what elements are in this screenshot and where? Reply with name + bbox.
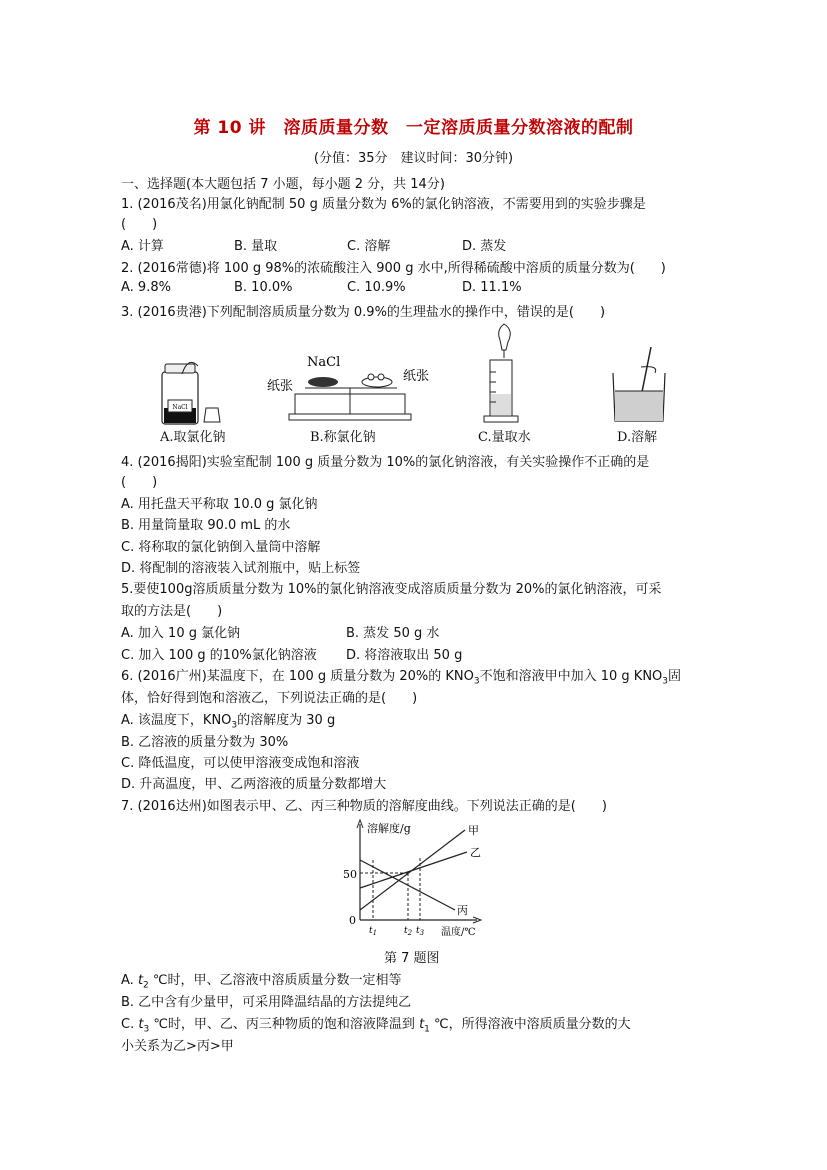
label-jia: 甲 bbox=[468, 824, 479, 837]
chart-origin-label: 0 bbox=[349, 914, 356, 927]
lesson-title: 第 10 讲 溶质质量分数 一定溶质质量分数溶液的配制 bbox=[193, 118, 634, 138]
measuring-cylinder-figure bbox=[476, 322, 526, 427]
q7-option-c-cont: 小关系为乙>丙>甲 bbox=[121, 1039, 234, 1054]
q1-option-b: B. 量取 bbox=[234, 239, 278, 254]
q2-stem: 2. (2016常德)将 100 g 98%的浓硫酸注入 900 g 水中,所得稀硫酸中溶质的质量分数为( ) bbox=[121, 261, 666, 276]
q6-stem-line1: 6. (2016广州)某温度下，在 100 g 质量分数为 20%的 $KNO_3$不饱和溶液甲中加入 10 g $KNO_3$固 bbox=[121, 669, 682, 687]
fig-d-caption: D.溶解 bbox=[617, 430, 658, 445]
t3-label: $t_3$ bbox=[416, 926, 425, 937]
q4-option-a: A. 用托盘天平称取 10.0 g 氯化钠 bbox=[121, 497, 318, 512]
q5-stem-line1: 5.要使100g溶质质量分数为 10%的氯化钠溶液变成溶质质量分数为 20%的氯化钠溶液，可采 bbox=[121, 582, 662, 597]
q6-option-d: D. 升高温度，甲、乙两溶液的质量分数都增大 bbox=[121, 777, 387, 792]
q2-option-d: D. 11.1% bbox=[462, 280, 522, 295]
section-heading: 一、选择题(本大题包括 7 小题，每小题 2 分，共 14分) bbox=[121, 177, 445, 192]
chart-xlabel: 温度/℃ bbox=[441, 927, 476, 938]
q5-option-b: B. 蒸发 50 g 水 bbox=[346, 626, 440, 641]
chart-y50-label: 50 bbox=[343, 868, 357, 881]
q2-option-a: A. 9.8% bbox=[121, 280, 171, 295]
q1-option-a: A. 计算 bbox=[121, 239, 164, 254]
fig-a-caption: A.取氯化钠 bbox=[160, 430, 226, 445]
chart-ylabel: 溶解度/g bbox=[367, 822, 411, 835]
fig-c-caption: C.量取水 bbox=[478, 430, 531, 445]
t2-label: $t_2$ bbox=[404, 926, 413, 937]
q2-option-b: B. 10.0% bbox=[234, 280, 293, 295]
q5-option-a: A. 加入 10 g 氯化钠 bbox=[121, 626, 241, 641]
q1-blank: ( ) bbox=[121, 217, 158, 232]
q1-option-c: C. 溶解 bbox=[347, 239, 391, 254]
score-time-info: (分值：35分 建议时间：30分钟) bbox=[313, 151, 514, 166]
q5-stem-line2: 取的方法是( ) bbox=[121, 604, 223, 619]
label-bing: 丙 bbox=[457, 904, 468, 917]
fig-b-caption: B.称氯化钠 bbox=[310, 430, 376, 445]
beaker-figure bbox=[605, 345, 675, 427]
q3-stem: 3. (2016贵港)下列配制溶质质量分数为 0.9%的生理盐水的操作中，错误的是( ) bbox=[121, 305, 606, 320]
q6-option-b: B. 乙溶液的质量分数为 30% bbox=[121, 735, 289, 750]
nacl-label: NaCl bbox=[307, 355, 341, 370]
q6-stem-line2: 体，恰好得到饱和溶液乙，下列说法正确的是( ) bbox=[121, 691, 418, 706]
q5-option-c: C. 加入 100 g 的10%氯化钠溶液 bbox=[121, 648, 317, 663]
label-yi: 乙 bbox=[470, 846, 481, 859]
q1-stem: 1. (2016茂名)用氯化钠配制 50 g 质量分数为 6%的氯化钠溶液，不需要用到的实验步骤是 bbox=[121, 197, 646, 212]
curve-bing bbox=[360, 860, 455, 910]
q7-figure-caption: 第 7 题图 bbox=[384, 951, 440, 966]
q6-option-a: A. 该温度下，$KNO_3$的溶解度为 30 g bbox=[121, 713, 336, 731]
q4-option-d: D. 将配制的溶液装入试剂瓶中，贴上标签 bbox=[121, 561, 361, 576]
q2-option-c: C. 10.9% bbox=[347, 280, 406, 295]
paper-label-right: 纸张 bbox=[403, 369, 430, 384]
paper-label-left: 纸张 bbox=[267, 379, 294, 394]
q4-blank: ( ) bbox=[121, 475, 158, 490]
t1-label: $t_1$ bbox=[369, 926, 378, 937]
q7-stem: 7. (2016达州)如图表示甲、乙、丙三种物质的溶解度曲线。下列说法正确的是( ) bbox=[121, 799, 607, 814]
q4-stem: 4. (2016揭阳)实验室配制 100 g 质量分数为 10%的氯化钠溶液，有关实验操作不正确的是 bbox=[121, 455, 650, 470]
jar-label: NaCl bbox=[172, 404, 188, 411]
q1-option-d: D. 蒸发 bbox=[462, 239, 507, 254]
solubility-curve-figure bbox=[335, 818, 495, 940]
reagent-jar-figure bbox=[158, 360, 253, 430]
balance-figure bbox=[265, 350, 435, 430]
q7-option-b: B. 乙中含有少量甲，可采用降温结晶的方法提纯乙 bbox=[121, 995, 412, 1010]
q7-option-a: A. $t_2$ ℃时，甲、乙溶液中溶质质量分数一定相等 bbox=[121, 973, 402, 991]
q5-option-d: D. 将溶液取出 50 g bbox=[346, 648, 463, 663]
q4-option-c: C. 将称取的氯化钠倒入量筒中溶解 bbox=[121, 540, 321, 555]
q6-option-c: C. 降低温度，可以使甲溶液变成饱和溶液 bbox=[121, 756, 360, 771]
curve-yi bbox=[360, 852, 467, 888]
q7-option-c: C. $t_3$ ℃时，甲、乙、丙三种物质的饱和溶液降温到 $t_1$ ℃，所得溶液中溶质质量分数的大 bbox=[121, 1017, 631, 1035]
q4-option-b: B. 用量筒量取 90.0 mL 的水 bbox=[121, 518, 291, 533]
